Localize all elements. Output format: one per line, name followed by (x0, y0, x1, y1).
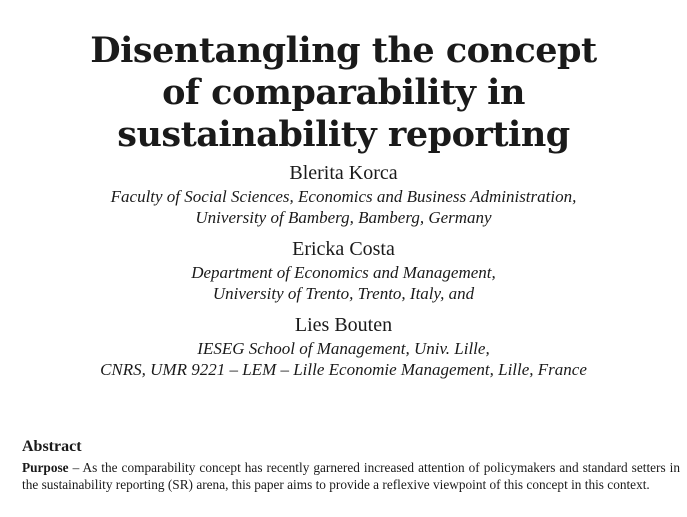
abstract-section (22, 437, 680, 493)
author-affiliation-line: University of Bamberg, Bamberg, Germany (195, 208, 492, 227)
purpose-text: – As the comparability concept has recently garnered increased attention of policymakers and standard setters in the sustainability reporting (SR) arena, this paper aims to provide a reflexive viewpoint of this concept in this context. (22, 460, 680, 492)
author-affiliation-line: CNRS, UMR 9221 – LEM – Lille Economie Management, Lille, France (100, 360, 587, 379)
author-block (0, 236, 687, 304)
author-block (0, 160, 687, 228)
author-affiliation-line: Faculty of Social Sciences, Economics and Business Administration, (110, 187, 577, 206)
author-list (0, 160, 687, 380)
author-name: Blerita Korca (289, 162, 398, 184)
title-line: Disentangling the concept (90, 30, 597, 71)
title-line: of comparability in (162, 72, 525, 113)
purpose-label: Purpose (22, 460, 69, 475)
abstract-purpose-paragraph (22, 459, 680, 493)
author-affiliation-line: IESEG School of Management, Univ. Lille, (197, 339, 490, 358)
author-name: Ericka Costa (292, 238, 395, 260)
author-affiliation-line: University of Trento, Trento, Italy, and (212, 284, 475, 303)
abstract-heading: Abstract (22, 438, 82, 455)
author-affiliation-line: Department of Economics and Management, (191, 263, 496, 282)
paper-title (0, 30, 687, 156)
author-name: Lies Bouten (294, 314, 393, 336)
author-block (0, 312, 687, 380)
title-line: sustainability reporting (117, 114, 570, 155)
